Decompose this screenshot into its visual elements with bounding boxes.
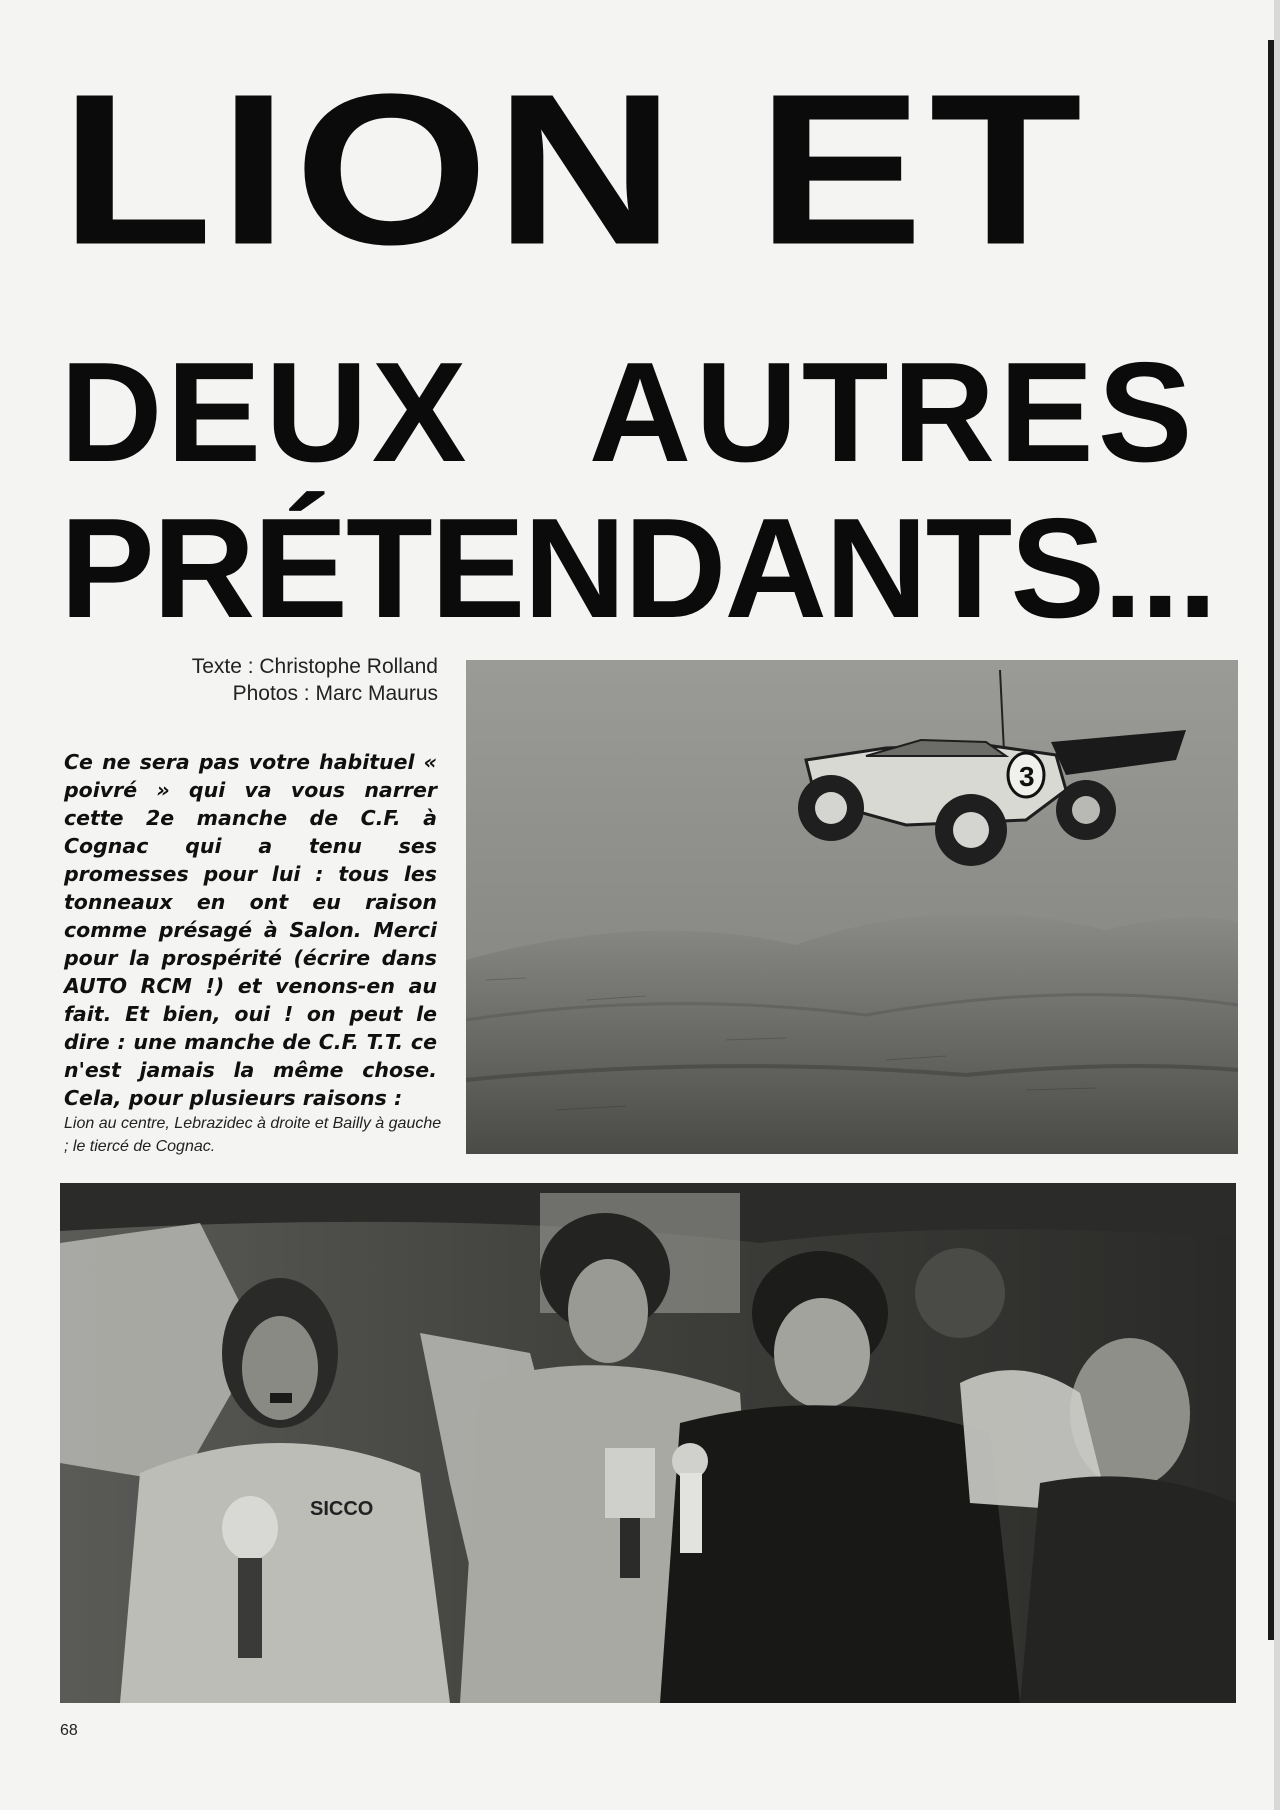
page-number: 68 xyxy=(60,1722,78,1739)
podium-photo xyxy=(60,1183,1236,1703)
sponsor-label: SICCO xyxy=(310,1498,374,1520)
rc-buggy-photo xyxy=(466,660,1238,1154)
intro-paragraph: Ce ne sera pas votre habituel « poivré » qui va vous narrer cette 2e manche de C.F. à Cognac qui a tenu ses promesses pour lui : tous les tonneaux en ont eu raison comme présagé à Salon. Merci pour la prospérité (écrire dans AUTO RCM !) et venons-en au fait. Et bien, oui ! on peut le dire : une manche de C.F. T.T. ce n'est jamais la même chose. Cela, pour plusieurs raisons : xyxy=(64,750,437,1110)
byline-photographer: Photos : Marc Maurus xyxy=(232,682,438,705)
page-edge-shadow xyxy=(1274,0,1280,1810)
headline-line-1: LION ET xyxy=(60,49,1089,290)
photo-caption: Lion au centre, Lebrazidec à droite et Bailly à gauche ; le tiercé de Cognac. xyxy=(64,1115,442,1155)
headline-line-3: PRÉTENDANTS... xyxy=(60,489,1216,648)
headline-line-2: DEUX AUTRES xyxy=(60,333,1197,492)
car-number: 3 xyxy=(1019,761,1035,792)
page-edge-bar xyxy=(1268,40,1274,1640)
byline-author: Texte : Christophe Rolland xyxy=(191,655,438,678)
